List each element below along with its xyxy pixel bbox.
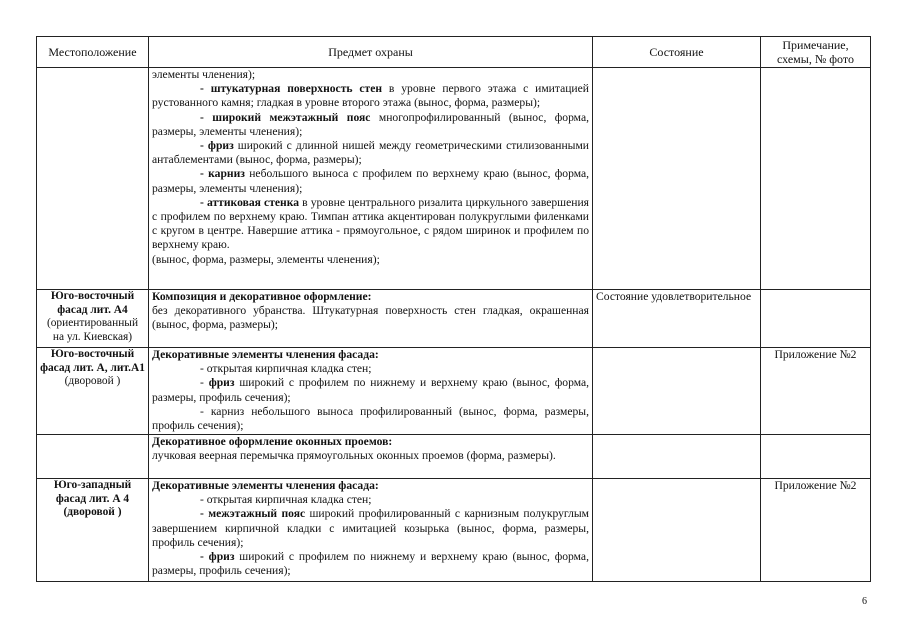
protection-table	[36, 36, 871, 582]
page-number: 6	[862, 596, 867, 607]
header-note: Примечание, схемы, № фото	[761, 37, 871, 68]
table-row	[37, 348, 871, 435]
state-cell	[593, 348, 761, 435]
table-header-row	[37, 37, 871, 68]
header-subject: Предмет охраны	[149, 37, 593, 68]
location-cell: Юго-восточный фасад лит. А4 (ориентированный на ул. Киевская)	[37, 290, 149, 348]
header-location: Местоположение	[37, 37, 149, 68]
subject-cell: Декоративные элементы членения фасада: - открытая кирпичная кладка стен; - фриз широкий с профилем по нижнему и верхнему краю (вынос, форма, размеры, профиль сечения); - карниз небольшого выноса профилированный (вынос, форма, размеры, профиль сечения);	[149, 348, 593, 435]
table-row	[37, 435, 871, 479]
location-cell: Юго-западный фасад лит. А 4 (дворовой )	[37, 479, 149, 582]
note-cell: Приложение №2	[761, 348, 871, 435]
state-cell	[593, 68, 761, 290]
location-cell: Юго-восточный фасад лит. А, лит.А1 (дворовой )	[37, 348, 149, 435]
subject-cell: Декоративные элементы членения фасада: - открытая кирпичная кладка стен; - межэтажный пояс широкий профилированный с карнизным полукруглым завершением кирпичной кладки с имитацией козырька (вынос, форма, размеры, профиль сечения); - фриз широкий с профилем по нижнему и верхнему краю (вынос, форма, размеры, профиль сечения);	[149, 479, 593, 582]
subject-cell: Композиция и декоративное оформление: без декоративного убранства. Штукатурная поверхность стен гладкая, окрашенная (вынос, форма, размеры);	[149, 290, 593, 348]
location-cell	[37, 435, 149, 479]
header-state: Состояние	[593, 37, 761, 68]
subject-cell: элементы членения); - штукатурная поверхность стен в уровне первого этажа с имитацией рустованного камня; гладкая в уровне второго этажа (вынос, форма, размеры); - широкий межэтажный пояс многопрофилированный (вынос, форма, размеры, элементы членения); - фриз широкий с длинной нишей между геометрическими стилизованными антаблементами (вынос, форма, размеры); - карниз небольшого выноса с профилем по верхнему краю (вынос, форма, размеры, элементы членения); - аттиковая стенка в уровне центрального ризалита циркульного завершения с профилем по верхнему краю. Тимпан аттика акцентирован полукруглыми филенками с кругом в центре. Навершие аттика - прямоугольное, с рядом ширинок и профилем по верхнему краю. (вынос, форма, размеры, элементы членения);	[149, 68, 593, 290]
table-row	[37, 68, 871, 290]
location-cell	[37, 68, 149, 290]
state-cell: Состояние удовлетворительное	[593, 290, 761, 348]
note-cell	[761, 68, 871, 290]
state-cell	[593, 435, 761, 479]
subject-cell: Декоративное оформление оконных проемов: лучковая веерная перемычка прямоугольных оконных проемов (форма, размеры).	[149, 435, 593, 479]
note-cell	[761, 290, 871, 348]
note-cell	[761, 435, 871, 479]
state-cell	[593, 479, 761, 582]
note-cell: Приложение №2	[761, 479, 871, 582]
table-row	[37, 290, 871, 348]
table-row	[37, 479, 871, 582]
